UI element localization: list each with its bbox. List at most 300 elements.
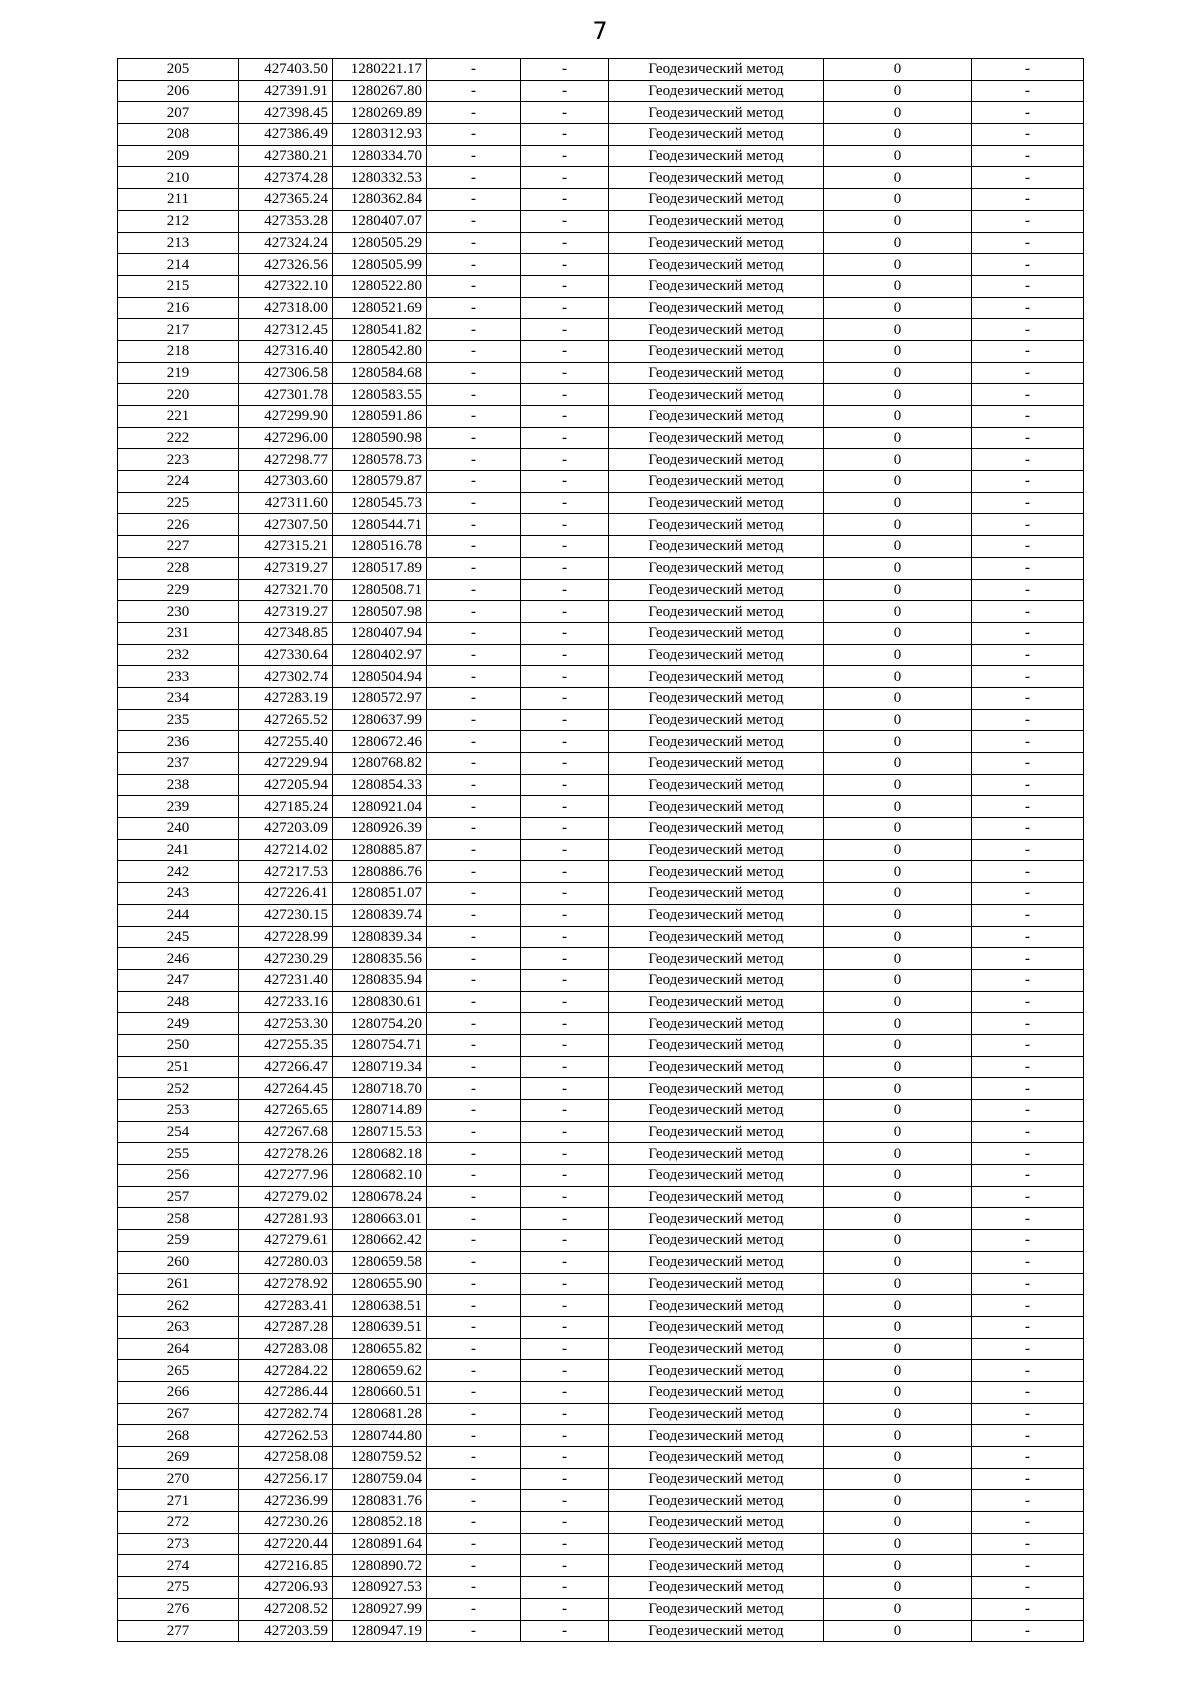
error-cell: 0 — [824, 1468, 972, 1490]
description-cell: - — [972, 319, 1084, 341]
description-cell: - — [972, 80, 1084, 102]
empty-cell-1: - — [427, 1208, 521, 1230]
empty-cell-2: - — [521, 753, 609, 775]
y-coordinate-cell: 1280521.69 — [333, 297, 427, 319]
y-coordinate-cell: 1280835.94 — [333, 969, 427, 991]
error-cell: 0 — [824, 1078, 972, 1100]
x-coordinate-cell: 427278.26 — [239, 1143, 333, 1165]
y-coordinate-cell: 1280719.34 — [333, 1056, 427, 1078]
y-coordinate-cell: 1280591.86 — [333, 406, 427, 428]
table-row — [118, 1512, 1084, 1534]
x-coordinate-cell: 427185.24 — [239, 796, 333, 818]
description-cell: - — [972, 1273, 1084, 1295]
point-number-cell: 257 — [118, 1186, 239, 1208]
method-cell: Геодезический метод — [609, 601, 824, 623]
table-row — [118, 1425, 1084, 1447]
x-coordinate-cell: 427279.02 — [239, 1186, 333, 1208]
empty-cell-2: - — [521, 731, 609, 753]
description-cell: - — [972, 232, 1084, 254]
y-coordinate-cell: 1280516.78 — [333, 536, 427, 558]
error-cell: 0 — [824, 102, 972, 124]
empty-cell-1: - — [427, 232, 521, 254]
error-cell: 0 — [824, 1577, 972, 1599]
empty-cell-1: - — [427, 362, 521, 384]
point-number-cell: 215 — [118, 275, 239, 297]
x-coordinate-cell: 427282.74 — [239, 1403, 333, 1425]
description-cell: - — [972, 1034, 1084, 1056]
empty-cell-2: - — [521, 1577, 609, 1599]
description-cell: - — [972, 883, 1084, 905]
point-number-cell: 255 — [118, 1143, 239, 1165]
empty-cell-2: - — [521, 948, 609, 970]
y-coordinate-cell: 1280507.98 — [333, 601, 427, 623]
method-cell: Геодезический метод — [609, 1078, 824, 1100]
method-cell: Геодезический метод — [609, 124, 824, 146]
point-number-cell: 258 — [118, 1208, 239, 1230]
y-coordinate-cell: 1280583.55 — [333, 384, 427, 406]
point-number-cell: 254 — [118, 1121, 239, 1143]
method-cell: Геодезический метод — [609, 1251, 824, 1273]
empty-cell-1: - — [427, 731, 521, 753]
error-cell: 0 — [824, 948, 972, 970]
table-row — [118, 1295, 1084, 1317]
empty-cell-1: - — [427, 275, 521, 297]
point-number-cell: 245 — [118, 926, 239, 948]
table-row — [118, 1403, 1084, 1425]
empty-cell-1: - — [427, 709, 521, 731]
table-row — [118, 1533, 1084, 1555]
y-coordinate-cell: 1280659.58 — [333, 1251, 427, 1273]
x-coordinate-cell: 427206.93 — [239, 1577, 333, 1599]
table-row — [118, 297, 1084, 319]
table-row — [118, 124, 1084, 146]
empty-cell-2: - — [521, 189, 609, 211]
table-row — [118, 1143, 1084, 1165]
x-coordinate-cell: 427318.00 — [239, 297, 333, 319]
table-row — [118, 622, 1084, 644]
error-cell: 0 — [824, 1316, 972, 1338]
empty-cell-1: - — [427, 1533, 521, 1555]
method-cell: Геодезический метод — [609, 731, 824, 753]
method-cell: Геодезический метод — [609, 1013, 824, 1035]
x-coordinate-cell: 427262.53 — [239, 1425, 333, 1447]
error-cell: 0 — [824, 514, 972, 536]
empty-cell-2: - — [521, 427, 609, 449]
method-cell: Геодезический метод — [609, 340, 824, 362]
table-row — [118, 557, 1084, 579]
description-cell: - — [972, 861, 1084, 883]
empty-cell-2: - — [521, 1512, 609, 1534]
empty-cell-2: - — [521, 102, 609, 124]
description-cell: - — [972, 210, 1084, 232]
description-cell: - — [972, 1490, 1084, 1512]
method-cell: Геодезический метод — [609, 926, 824, 948]
error-cell: 0 — [824, 80, 972, 102]
method-cell: Геодезический метод — [609, 1165, 824, 1187]
x-coordinate-cell: 427208.52 — [239, 1598, 333, 1620]
description-cell: - — [972, 644, 1084, 666]
empty-cell-1: - — [427, 969, 521, 991]
y-coordinate-cell: 1280659.62 — [333, 1360, 427, 1382]
description-cell: - — [972, 1013, 1084, 1035]
point-number-cell: 252 — [118, 1078, 239, 1100]
table-row — [118, 1468, 1084, 1490]
method-cell: Геодезический метод — [609, 319, 824, 341]
method-cell: Геодезический метод — [609, 969, 824, 991]
y-coordinate-cell: 1280267.80 — [333, 80, 427, 102]
table-row — [118, 102, 1084, 124]
method-cell: Геодезический метод — [609, 145, 824, 167]
empty-cell-1: - — [427, 492, 521, 514]
error-cell: 0 — [824, 492, 972, 514]
empty-cell-1: - — [427, 536, 521, 558]
table-row — [118, 1273, 1084, 1295]
empty-cell-2: - — [521, 818, 609, 840]
description-cell: - — [972, 1230, 1084, 1252]
description-cell: - — [972, 1186, 1084, 1208]
table-row — [118, 1555, 1084, 1577]
empty-cell-1: - — [427, 80, 521, 102]
method-cell: Геодезический метод — [609, 1512, 824, 1534]
description-cell: - — [972, 1143, 1084, 1165]
description-cell: - — [972, 340, 1084, 362]
point-number-cell: 242 — [118, 861, 239, 883]
point-number-cell: 206 — [118, 80, 239, 102]
y-coordinate-cell: 1280835.56 — [333, 948, 427, 970]
x-coordinate-cell: 427230.29 — [239, 948, 333, 970]
y-coordinate-cell: 1280662.42 — [333, 1230, 427, 1252]
x-coordinate-cell: 427312.45 — [239, 319, 333, 341]
description-cell: - — [972, 1078, 1084, 1100]
empty-cell-2: - — [521, 1468, 609, 1490]
point-number-cell: 212 — [118, 210, 239, 232]
table-row — [118, 687, 1084, 709]
y-coordinate-cell: 1280718.70 — [333, 1078, 427, 1100]
table-row — [118, 1056, 1084, 1078]
description-cell: - — [972, 492, 1084, 514]
y-coordinate-cell: 1280655.90 — [333, 1273, 427, 1295]
empty-cell-1: - — [427, 1620, 521, 1642]
y-coordinate-cell: 1280678.24 — [333, 1186, 427, 1208]
method-cell: Геодезический метод — [609, 59, 824, 81]
error-cell: 0 — [824, 297, 972, 319]
x-coordinate-cell: 427230.15 — [239, 904, 333, 926]
x-coordinate-cell: 427217.53 — [239, 861, 333, 883]
point-number-cell: 218 — [118, 340, 239, 362]
x-coordinate-cell: 427299.90 — [239, 406, 333, 428]
x-coordinate-cell: 427296.00 — [239, 427, 333, 449]
description-cell: - — [972, 622, 1084, 644]
method-cell: Геодезический метод — [609, 1620, 824, 1642]
point-number-cell: 246 — [118, 948, 239, 970]
description-cell: - — [972, 557, 1084, 579]
x-coordinate-cell: 427265.65 — [239, 1100, 333, 1122]
y-coordinate-cell: 1280682.10 — [333, 1165, 427, 1187]
table-row — [118, 189, 1084, 211]
table-row — [118, 254, 1084, 276]
table-row — [118, 492, 1084, 514]
description-cell: - — [972, 275, 1084, 297]
method-cell: Геодезический метод — [609, 471, 824, 493]
point-number-cell: 234 — [118, 687, 239, 709]
y-coordinate-cell: 1280362.84 — [333, 189, 427, 211]
empty-cell-2: - — [521, 275, 609, 297]
x-coordinate-cell: 427301.78 — [239, 384, 333, 406]
y-coordinate-cell: 1280682.18 — [333, 1143, 427, 1165]
empty-cell-2: - — [521, 1360, 609, 1382]
y-coordinate-cell: 1280831.76 — [333, 1490, 427, 1512]
method-cell: Геодезический метод — [609, 1100, 824, 1122]
error-cell: 0 — [824, 1598, 972, 1620]
table-row — [118, 904, 1084, 926]
x-coordinate-cell: 427258.08 — [239, 1447, 333, 1469]
error-cell: 0 — [824, 471, 972, 493]
empty-cell-2: - — [521, 1316, 609, 1338]
error-cell: 0 — [824, 145, 972, 167]
error-cell: 0 — [824, 384, 972, 406]
x-coordinate-cell: 427283.08 — [239, 1338, 333, 1360]
empty-cell-1: - — [427, 1186, 521, 1208]
error-cell: 0 — [824, 210, 972, 232]
point-number-cell: 229 — [118, 579, 239, 601]
x-coordinate-cell: 427330.64 — [239, 644, 333, 666]
empty-cell-2: - — [521, 1034, 609, 1056]
y-coordinate-cell: 1280269.89 — [333, 102, 427, 124]
point-number-cell: 236 — [118, 731, 239, 753]
error-cell: 0 — [824, 1100, 972, 1122]
description-cell: - — [972, 753, 1084, 775]
point-number-cell: 271 — [118, 1490, 239, 1512]
point-number-cell: 264 — [118, 1338, 239, 1360]
x-coordinate-cell: 427374.28 — [239, 167, 333, 189]
table-row — [118, 1208, 1084, 1230]
point-number-cell: 214 — [118, 254, 239, 276]
empty-cell-2: - — [521, 1338, 609, 1360]
y-coordinate-cell: 1280839.34 — [333, 926, 427, 948]
error-cell: 0 — [824, 579, 972, 601]
method-cell: Геодезический метод — [609, 948, 824, 970]
x-coordinate-cell: 427398.45 — [239, 102, 333, 124]
empty-cell-2: - — [521, 471, 609, 493]
error-cell: 0 — [824, 1338, 972, 1360]
table-row — [118, 666, 1084, 688]
x-coordinate-cell: 427403.50 — [239, 59, 333, 81]
description-cell: - — [972, 579, 1084, 601]
method-cell: Геодезический метод — [609, 666, 824, 688]
description-cell: - — [972, 1512, 1084, 1534]
empty-cell-1: - — [427, 254, 521, 276]
y-coordinate-cell: 1280332.53 — [333, 167, 427, 189]
y-coordinate-cell: 1280312.93 — [333, 124, 427, 146]
empty-cell-2: - — [521, 514, 609, 536]
method-cell: Геодезический метод — [609, 80, 824, 102]
empty-cell-1: - — [427, 1360, 521, 1382]
method-cell: Геодезический метод — [609, 232, 824, 254]
point-number-cell: 237 — [118, 753, 239, 775]
error-cell: 0 — [824, 969, 972, 991]
y-coordinate-cell: 1280714.89 — [333, 1100, 427, 1122]
empty-cell-1: - — [427, 1121, 521, 1143]
error-cell: 0 — [824, 1273, 972, 1295]
empty-cell-1: - — [427, 1577, 521, 1599]
description-cell: - — [972, 59, 1084, 81]
empty-cell-1: - — [427, 1425, 521, 1447]
point-number-cell: 235 — [118, 709, 239, 731]
x-coordinate-cell: 427228.99 — [239, 926, 333, 948]
table-row — [118, 1381, 1084, 1403]
empty-cell-2: - — [521, 644, 609, 666]
method-cell: Геодезический метод — [609, 1056, 824, 1078]
table-row — [118, 774, 1084, 796]
empty-cell-1: - — [427, 1555, 521, 1577]
description-cell: - — [972, 1165, 1084, 1187]
table-row — [118, 362, 1084, 384]
table-row — [118, 1230, 1084, 1252]
y-coordinate-cell: 1280544.71 — [333, 514, 427, 536]
empty-cell-1: - — [427, 1468, 521, 1490]
error-cell: 0 — [824, 601, 972, 623]
empty-cell-2: - — [521, 601, 609, 623]
empty-cell-1: - — [427, 1447, 521, 1469]
empty-cell-2: - — [521, 1186, 609, 1208]
description-cell: - — [972, 991, 1084, 1013]
point-number-cell: 220 — [118, 384, 239, 406]
error-cell: 0 — [824, 189, 972, 211]
empty-cell-1: - — [427, 145, 521, 167]
error-cell: 0 — [824, 362, 972, 384]
y-coordinate-cell: 1280584.68 — [333, 362, 427, 384]
y-coordinate-cell: 1280947.19 — [333, 1620, 427, 1642]
empty-cell-2: - — [521, 1403, 609, 1425]
y-coordinate-cell: 1280759.52 — [333, 1447, 427, 1469]
error-cell: 0 — [824, 1403, 972, 1425]
empty-cell-2: - — [521, 1273, 609, 1295]
y-coordinate-cell: 1280638.51 — [333, 1295, 427, 1317]
y-coordinate-cell: 1280545.73 — [333, 492, 427, 514]
x-coordinate-cell: 427391.91 — [239, 80, 333, 102]
empty-cell-2: - — [521, 1295, 609, 1317]
point-number-cell: 265 — [118, 1360, 239, 1382]
empty-cell-2: - — [521, 579, 609, 601]
error-cell: 0 — [824, 536, 972, 558]
point-number-cell: 247 — [118, 969, 239, 991]
x-coordinate-cell: 427324.24 — [239, 232, 333, 254]
table-row — [118, 232, 1084, 254]
empty-cell-1: - — [427, 601, 521, 623]
empty-cell-1: - — [427, 1512, 521, 1534]
method-cell: Геодезический метод — [609, 362, 824, 384]
method-cell: Геодезический метод — [609, 1533, 824, 1555]
point-number-cell: 207 — [118, 102, 239, 124]
description-cell: - — [972, 1577, 1084, 1599]
method-cell: Геодезический метод — [609, 102, 824, 124]
empty-cell-2: - — [521, 1208, 609, 1230]
empty-cell-1: - — [427, 883, 521, 905]
empty-cell-1: - — [427, 687, 521, 709]
description-cell: - — [972, 1533, 1084, 1555]
method-cell: Геодезический метод — [609, 384, 824, 406]
coordinates-table-body — [118, 59, 1084, 1642]
table-row — [118, 1360, 1084, 1382]
method-cell: Геодезический метод — [609, 557, 824, 579]
description-cell: - — [972, 926, 1084, 948]
table-row — [118, 536, 1084, 558]
empty-cell-1: - — [427, 1403, 521, 1425]
point-number-cell: 263 — [118, 1316, 239, 1338]
method-cell: Геодезический метод — [609, 210, 824, 232]
empty-cell-1: - — [427, 1013, 521, 1035]
empty-cell-2: - — [521, 1490, 609, 1512]
description-cell: - — [972, 167, 1084, 189]
x-coordinate-cell: 427287.28 — [239, 1316, 333, 1338]
description-cell: - — [972, 731, 1084, 753]
error-cell: 0 — [824, 1490, 972, 1512]
empty-cell-2: - — [521, 1555, 609, 1577]
x-coordinate-cell: 427230.26 — [239, 1512, 333, 1534]
table-row — [118, 839, 1084, 861]
x-coordinate-cell: 427348.85 — [239, 622, 333, 644]
error-cell: 0 — [824, 319, 972, 341]
empty-cell-2: - — [521, 861, 609, 883]
error-cell: 0 — [824, 1425, 972, 1447]
y-coordinate-cell: 1280334.70 — [333, 145, 427, 167]
y-coordinate-cell: 1280759.04 — [333, 1468, 427, 1490]
empty-cell-2: - — [521, 1230, 609, 1252]
x-coordinate-cell: 427302.74 — [239, 666, 333, 688]
point-number-cell: 269 — [118, 1447, 239, 1469]
description-cell: - — [972, 536, 1084, 558]
x-coordinate-cell: 427220.44 — [239, 1533, 333, 1555]
error-cell: 0 — [824, 839, 972, 861]
point-number-cell: 230 — [118, 601, 239, 623]
empty-cell-1: - — [427, 644, 521, 666]
x-coordinate-cell: 427231.40 — [239, 969, 333, 991]
empty-cell-1: - — [427, 753, 521, 775]
error-cell: 0 — [824, 1143, 972, 1165]
y-coordinate-cell: 1280655.82 — [333, 1338, 427, 1360]
empty-cell-2: - — [521, 1447, 609, 1469]
empty-cell-1: - — [427, 449, 521, 471]
empty-cell-2: - — [521, 449, 609, 471]
x-coordinate-cell: 427279.61 — [239, 1230, 333, 1252]
table-row — [118, 1078, 1084, 1100]
error-cell: 0 — [824, 427, 972, 449]
x-coordinate-cell: 427229.94 — [239, 753, 333, 775]
x-coordinate-cell: 427286.44 — [239, 1381, 333, 1403]
x-coordinate-cell: 427267.68 — [239, 1121, 333, 1143]
table-row — [118, 991, 1084, 1013]
method-cell: Геодезический метод — [609, 275, 824, 297]
error-cell: 0 — [824, 1360, 972, 1382]
table-row — [118, 1620, 1084, 1642]
method-cell: Геодезический метод — [609, 883, 824, 905]
table-row — [118, 579, 1084, 601]
empty-cell-2: - — [521, 232, 609, 254]
point-number-cell: 259 — [118, 1230, 239, 1252]
empty-cell-2: - — [521, 622, 609, 644]
point-number-cell: 208 — [118, 124, 239, 146]
y-coordinate-cell: 1280660.51 — [333, 1381, 427, 1403]
empty-cell-1: - — [427, 210, 521, 232]
x-coordinate-cell: 427321.70 — [239, 579, 333, 601]
point-number-cell: 224 — [118, 471, 239, 493]
x-coordinate-cell: 427281.93 — [239, 1208, 333, 1230]
error-cell: 0 — [824, 991, 972, 1013]
point-number-cell: 228 — [118, 557, 239, 579]
y-coordinate-cell: 1280541.82 — [333, 319, 427, 341]
table-row — [118, 471, 1084, 493]
point-number-cell: 262 — [118, 1295, 239, 1317]
